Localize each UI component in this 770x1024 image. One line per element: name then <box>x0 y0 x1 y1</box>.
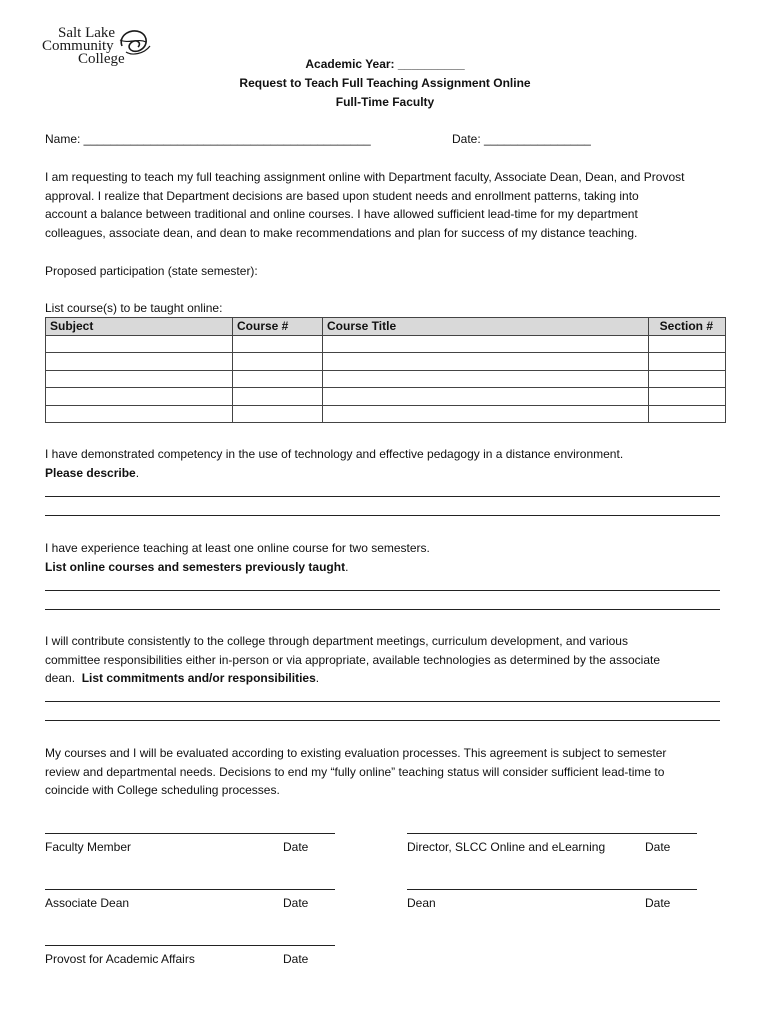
competency-punct: . <box>135 465 140 480</box>
table-row <box>46 405 726 423</box>
contribute-text: I will contribute consistently to the college through department meetings, curriculum development, and various <box>45 634 628 648</box>
table-cell[interactable] <box>323 335 649 353</box>
dean-date-label: Date <box>645 896 671 910</box>
dean-label: Dean <box>407 896 436 910</box>
table-cell[interactable] <box>649 353 726 371</box>
experience-section <box>45 539 735 576</box>
evaluation-line: coincide with College scheduling processes. <box>45 783 280 797</box>
evaluation-line: review and departmental needs. Decisions to end my “fully online” teaching status will consider sufficient lead-time to <box>45 764 665 779</box>
table-row <box>46 353 726 371</box>
logo-line-3: College <box>78 51 125 67</box>
table-cell[interactable] <box>323 353 649 371</box>
logo-line-1: Salt Lake <box>58 25 116 41</box>
table-cell[interactable] <box>323 370 649 388</box>
logo-swirl-icon <box>116 26 154 56</box>
table-cell[interactable] <box>233 370 323 388</box>
contribute-prompt: List commitments and/or responsibilities <box>81 671 316 685</box>
name-field[interactable]: Name: ___________________________________________ <box>45 132 371 146</box>
competency-prompt-line <box>45 464 735 483</box>
competency-prompt: Please describe <box>45 465 136 480</box>
table-cell[interactable] <box>649 388 726 406</box>
experience-prompt: List online courses and semesters previously taught <box>45 559 346 574</box>
experience-text: I have experience teaching at least one online course for two semesters. <box>45 541 430 555</box>
provost-label: Provost for Academic Affairs <box>45 952 195 966</box>
experience-prompt-line <box>45 558 735 577</box>
associate-dean-label: Associate Dean <box>45 896 130 910</box>
column-header-section: Section # <box>649 318 726 336</box>
faculty-signature-line[interactable] <box>45 833 335 834</box>
table-cell[interactable] <box>46 353 233 371</box>
contribute-text: committee responsibilities either in-person or via appropriate, available technologies as determined by the associate <box>45 652 660 667</box>
competency-text: I have demonstrated competency in the use of technology and effective pedagogy in a distance environment. <box>45 447 624 461</box>
associate-dean-date-label: Date <box>283 896 309 910</box>
provost-date-label: Date <box>283 952 309 966</box>
table-cell[interactable] <box>233 335 323 353</box>
proposed-participation: Proposed participation (state semester): <box>45 264 258 278</box>
table-row <box>46 370 726 388</box>
intro-line: colleagues, associate dean, and dean to make recommendations and plan for success of my distance teaching. <box>45 225 638 240</box>
table-cell[interactable] <box>46 335 233 353</box>
experience-punct: . <box>345 559 349 574</box>
table-cell[interactable] <box>649 370 726 388</box>
experience-answer-line[interactable] <box>45 609 720 610</box>
table-cell[interactable] <box>46 405 233 423</box>
courses-label: List course(s) to be taught online: <box>45 301 223 315</box>
evaluation-line: My courses and I will be evaluated according to existing evaluation processes. This agreement is subject to semester <box>45 746 667 760</box>
courses-table <box>45 317 726 423</box>
column-header-subject: Subject <box>46 318 233 336</box>
form-title: Request to Teach Full Teaching Assignment Online <box>239 76 531 90</box>
intro-paragraph <box>45 168 735 242</box>
table-cell[interactable] <box>323 405 649 423</box>
table-cell[interactable] <box>233 388 323 406</box>
academic-year: Academic Year: __________ <box>305 57 465 71</box>
intro-line: approval. I realize that Department decisions are based upon student needs and enrollment patterns, taking into <box>45 188 639 203</box>
table-cell[interactable] <box>649 335 726 353</box>
intro-line: account a balance between traditional and online courses. I have allowed sufficient lead-time for my department <box>45 207 638 221</box>
table-cell[interactable] <box>649 405 726 423</box>
competency-answer-line[interactable] <box>45 515 720 516</box>
director-date-label: Date <box>645 840 671 854</box>
column-header-course-number: Course # <box>233 318 323 336</box>
experience-answer-line[interactable] <box>45 590 720 591</box>
provost-signature-line[interactable] <box>45 945 335 946</box>
contribute-answer-line[interactable] <box>45 701 720 702</box>
contribute-punct: . <box>315 671 320 685</box>
competency-answer-line[interactable] <box>45 496 720 497</box>
faculty-date-label: Date <box>283 840 309 854</box>
table-cell[interactable] <box>233 353 323 371</box>
associate-dean-signature-line[interactable] <box>45 889 335 890</box>
competency-section <box>45 445 735 482</box>
table-cell[interactable] <box>233 405 323 423</box>
contribute-answer-line[interactable] <box>45 720 720 721</box>
faculty-member-label: Faculty Member <box>45 840 132 854</box>
table-row <box>46 335 726 353</box>
table-cell[interactable] <box>46 388 233 406</box>
table-row <box>46 388 726 406</box>
director-label: Director, SLCC Online and eLearning <box>407 840 606 854</box>
evaluation-paragraph <box>45 744 735 800</box>
dean-signature-line[interactable] <box>407 889 697 890</box>
date-field[interactable]: Date: ________________ <box>452 132 591 146</box>
director-signature-line[interactable] <box>407 833 697 834</box>
table-header-row <box>46 318 726 336</box>
table-cell[interactable] <box>323 388 649 406</box>
form-subtitle: Full-Time Faculty <box>335 95 435 109</box>
logo-line-2: Community <box>42 38 114 54</box>
column-header-course-title: Course Title <box>323 318 649 336</box>
contribute-section <box>45 632 735 688</box>
table-cell[interactable] <box>46 370 233 388</box>
contribute-prefix: dean. <box>45 671 82 685</box>
contribute-prompt-line <box>45 669 735 688</box>
intro-line: I am requesting to teach my full teaching assignment online with Department faculty, Associate Dean, Dean, and Provost <box>45 170 685 184</box>
